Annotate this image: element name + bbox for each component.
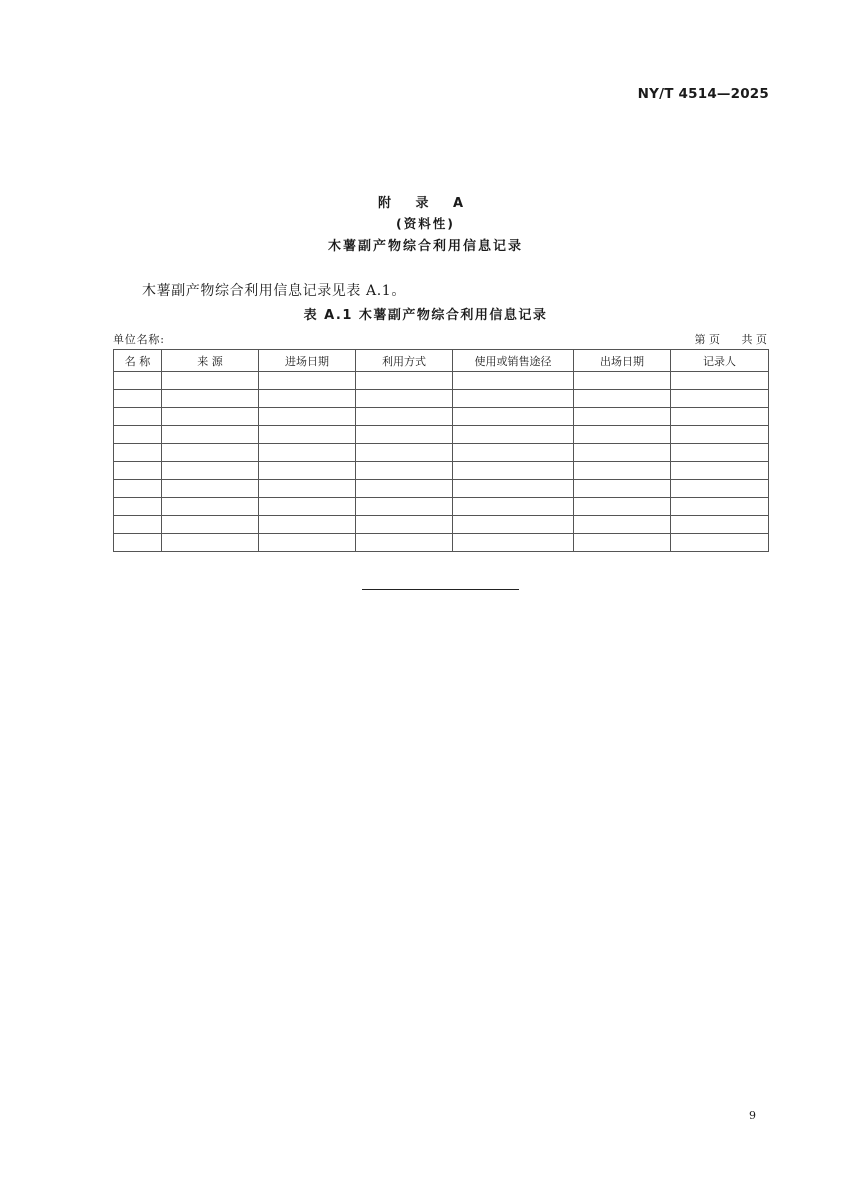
table-cell xyxy=(114,516,162,534)
table-cell xyxy=(114,390,162,408)
table-cell xyxy=(574,462,671,480)
end-line xyxy=(362,589,519,590)
table-cell xyxy=(356,480,453,498)
table-cell xyxy=(356,444,453,462)
table-cell xyxy=(356,516,453,534)
table-cell xyxy=(162,462,259,480)
table-cell xyxy=(671,372,769,390)
table-cell xyxy=(356,498,453,516)
table-cell xyxy=(356,462,453,480)
table-cell xyxy=(574,390,671,408)
table-cell xyxy=(162,372,259,390)
table-cell xyxy=(114,534,162,552)
table-row xyxy=(114,498,769,516)
table-header-row xyxy=(114,350,769,372)
table-row xyxy=(114,426,769,444)
table-cell xyxy=(259,516,356,534)
unit-name-label: 单位名称: xyxy=(113,333,165,346)
table-cell xyxy=(671,534,769,552)
page-label: 第 页 xyxy=(694,333,720,346)
table-caption: 表 A.1 木薯副产物综合利用信息记录 xyxy=(303,308,548,323)
table-cell xyxy=(574,516,671,534)
table-cell xyxy=(671,390,769,408)
table-cell xyxy=(259,444,356,462)
table-cell xyxy=(356,426,453,444)
table-cell xyxy=(574,408,671,426)
table-cell xyxy=(671,462,769,480)
table-cell xyxy=(162,534,259,552)
table-cell xyxy=(356,372,453,390)
table-cell xyxy=(162,480,259,498)
table-row xyxy=(114,372,769,390)
standard-number: NY/T 4514—2025 xyxy=(637,86,769,102)
table-row xyxy=(114,462,769,480)
table-row xyxy=(114,390,769,408)
annex-name: 木薯副产物综合利用信息记录 xyxy=(327,239,523,254)
table-cell xyxy=(453,480,574,498)
table-cell xyxy=(453,516,574,534)
table-cell xyxy=(574,498,671,516)
page-number: 9 xyxy=(749,1109,756,1122)
table-cell xyxy=(259,426,356,444)
table-cell xyxy=(574,480,671,498)
column-header: 名 称 xyxy=(114,350,162,372)
column-header: 利用方式 xyxy=(356,350,453,372)
table-cell xyxy=(259,408,356,426)
table-cell xyxy=(259,462,356,480)
table-cell xyxy=(259,480,356,498)
table-cell xyxy=(114,462,162,480)
table-row xyxy=(114,408,769,426)
table-cell xyxy=(114,372,162,390)
table-cell xyxy=(259,498,356,516)
table-cell xyxy=(453,534,574,552)
table-cell xyxy=(114,444,162,462)
record-table xyxy=(113,349,769,552)
table-cell xyxy=(671,426,769,444)
table-cell xyxy=(259,372,356,390)
table-cell xyxy=(574,372,671,390)
table-cell xyxy=(671,444,769,462)
column-header: 进场日期 xyxy=(259,350,356,372)
table-cell xyxy=(356,390,453,408)
table-cell xyxy=(453,372,574,390)
column-header: 来 源 xyxy=(162,350,259,372)
table-cell xyxy=(162,390,259,408)
table-cell xyxy=(162,498,259,516)
table-cell xyxy=(453,390,574,408)
table-cell xyxy=(671,408,769,426)
table-cell xyxy=(453,444,574,462)
table-cell xyxy=(162,516,259,534)
table-cell xyxy=(162,444,259,462)
column-header: 使用或销售途径 xyxy=(453,350,574,372)
table-cell xyxy=(453,498,574,516)
table-cell xyxy=(453,426,574,444)
table-cell xyxy=(356,408,453,426)
table-cell xyxy=(259,390,356,408)
table-row xyxy=(114,534,769,552)
table-cell xyxy=(453,462,574,480)
table-cell xyxy=(356,534,453,552)
table-row xyxy=(114,480,769,498)
table-body xyxy=(114,372,769,552)
table-cell xyxy=(453,408,574,426)
table-cell xyxy=(574,426,671,444)
annex-type: (资料性) xyxy=(396,216,455,231)
table-cell xyxy=(114,498,162,516)
table-cell xyxy=(574,534,671,552)
annex-title: 附 录 A xyxy=(377,196,474,211)
table-cell xyxy=(574,444,671,462)
table-cell xyxy=(114,480,162,498)
table-row xyxy=(114,444,769,462)
table-cell xyxy=(671,480,769,498)
column-header: 出场日期 xyxy=(574,350,671,372)
total-pages-label: 共 页 xyxy=(741,333,767,346)
table-row xyxy=(114,516,769,534)
table-cell xyxy=(162,408,259,426)
table-cell xyxy=(671,516,769,534)
table-cell xyxy=(114,408,162,426)
intro-paragraph: 木薯副产物综合利用信息记录见表 A.1。 xyxy=(142,283,406,299)
table-cell xyxy=(259,534,356,552)
table-cell xyxy=(162,426,259,444)
page-count xyxy=(677,331,768,347)
column-header: 记录人 xyxy=(671,350,769,372)
table-cell xyxy=(114,426,162,444)
table-cell xyxy=(671,498,769,516)
